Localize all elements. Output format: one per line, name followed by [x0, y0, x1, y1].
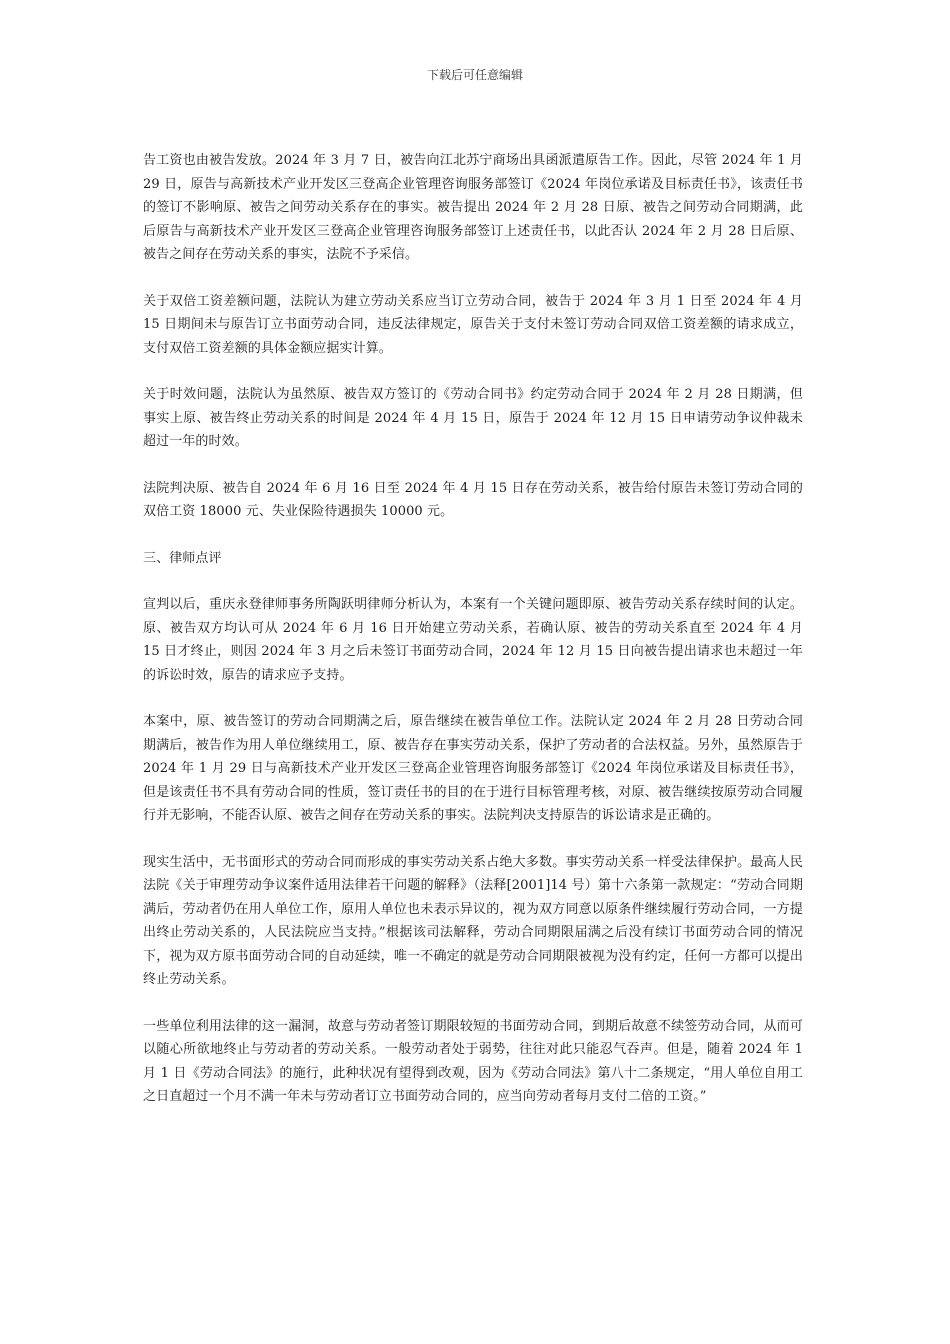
paragraph-loophole: 一些单位利用法律的这一漏洞，故意与劳动者签订期限较短的书面劳动合同，到期后故意不续签劳动合同，从而可以随心所欲地终止与劳动者的劳动关系。一般劳动者处于弱势，往往对此只能忍气吞声。但是，随着 2024 年 1 月 1 日《劳动合同法》的施行，此种状况有望得到改观，因为《劳动合同法》第八十二条规定，“用人单位自用工之日直超过一个月不满一年未与劳动者订立书面劳动合同的，应当向劳动者每月支付二倍的工资。”	[143, 1018, 803, 1104]
paragraph-judgment: 法院判决原、被告自 2024 年 6 月 16 日至 2024 年 4 月 15 日存在劳动关系，被告给付原告未签订劳动合同的双倍工资 18000 元、失业保险待遇损失 10000 元。	[143, 480, 803, 519]
page-header: 下载后可任意编辑	[426, 68, 523, 82]
paragraph-lawyer-analysis: 宣判以后，重庆永登律师事务所陶跃明律师分析认为，本案有一个关键问题即原、被告劳动关系存续时间的认定。原、被告双方均认可从 2024 年 6 月 16 日开始建立劳动关系，若确认原、被告的劳动关系直至 2024 年 4 月 15 日才终止，则因 2024 年 3 月之后未签订书面劳动合同，2024 年 12 月 15 日向被告提出请求也未超过一年的诉讼时效，原告的请求应予支持。	[143, 597, 803, 683]
paragraph-de-facto-relation: 现实生活中，无书面形式的劳动合同而形成的事实劳动关系占绝大多数。事实劳动关系一样受法律保护。最高人民法院《关于审理劳动争议案件适用法律若干问题的解释》（法释[2001]14 号）第十六条第一款规定：“劳动合同期满后，劳动者仍在用人单位工作，原用人单位也未表示异议的，视为双方同意以原条件继续履行劳动合同，一方提出终止劳动关系的，人民法院应当支持。”根据该司法解释，劳动合同期限届满之后没有续订书面劳动合同的情况下，视为双方原书面劳动合同的自动延续，唯一不确定的就是劳动合同期限被视为没有约定，任何一方都可以提出终止劳动关系。	[143, 854, 803, 987]
paragraph-wage-issue: 告工资也由被告发放。2024 年 3 月 7 日，被告向江北苏宁商场出具函派遣原告工作。因此，尽管 2024 年 1 月 29 日，原告与高新技术产业开发区三登高企业管理咨询服务部签订《2024 年岗位承诺及目标责任书》，该责任书的签订不影响原、被告之间劳动关系存在的事实。被告提出 2024 年 2 月 28 日原、被告之间劳动合同期满，此后原告与高新技术产业开发区三登高企业管理咨询服务部签订上述责任书，以此否认 2024 年 2 月 28 日后原、被告之间存在劳动关系的事实，法院不予采信。	[143, 153, 803, 262]
paragraph-case-analysis: 本案中，原、被告签订的劳动合同期满之后，原告继续在被告单位工作。法院认定 2024 年 2 月 28 日劳动合同期满后，被告作为用人单位继续用工，原、被告存在事实劳动关系，保护了劳动者的合法权益。另外，虽然原告于 2024 年 1 月 29 日与高新技术产业开发区三登高企业管理咨询服务部签订《2024 年岗位承诺及目标责任书》，但是该责任书不具有劳动合同的性质，签订责任书的目的在于进行目标管理考核，对原、被告继续按原劳动合同履行并无影响，不能否认原、被告之间存在劳动关系的事实。法院判决支持原告的诉讼请求是正确的。	[143, 714, 803, 823]
section-heading-lawyer-comment: 三、律师点评	[143, 550, 222, 566]
paragraph-double-wage: 关于双倍工资差额问题，法院认为建立劳动关系应当订立劳动合同，被告于 2024 年 3 月 1 日至 2024 年 4 月 15 日期间未与原告订立书面劳动合同，违反法律规定，原告关于支付未签订劳动合同双倍工资差额的请求成立，支付双倍工资差额的具体金额应据实计算。	[143, 293, 803, 356]
document-body	[143, 149, 803, 1132]
paragraph-limitation: 关于时效问题，法院认为虽然原、被告双方签订的《劳动合同书》约定劳动合同于 2024 年 2 月 28 日期满，但事实上原、被告终止劳动关系的时间是 2024 年 4 月 15 日，原告于 2024 年 12 月 15 日申请劳动争议仲裁未超过一年的时效。	[143, 387, 803, 449]
